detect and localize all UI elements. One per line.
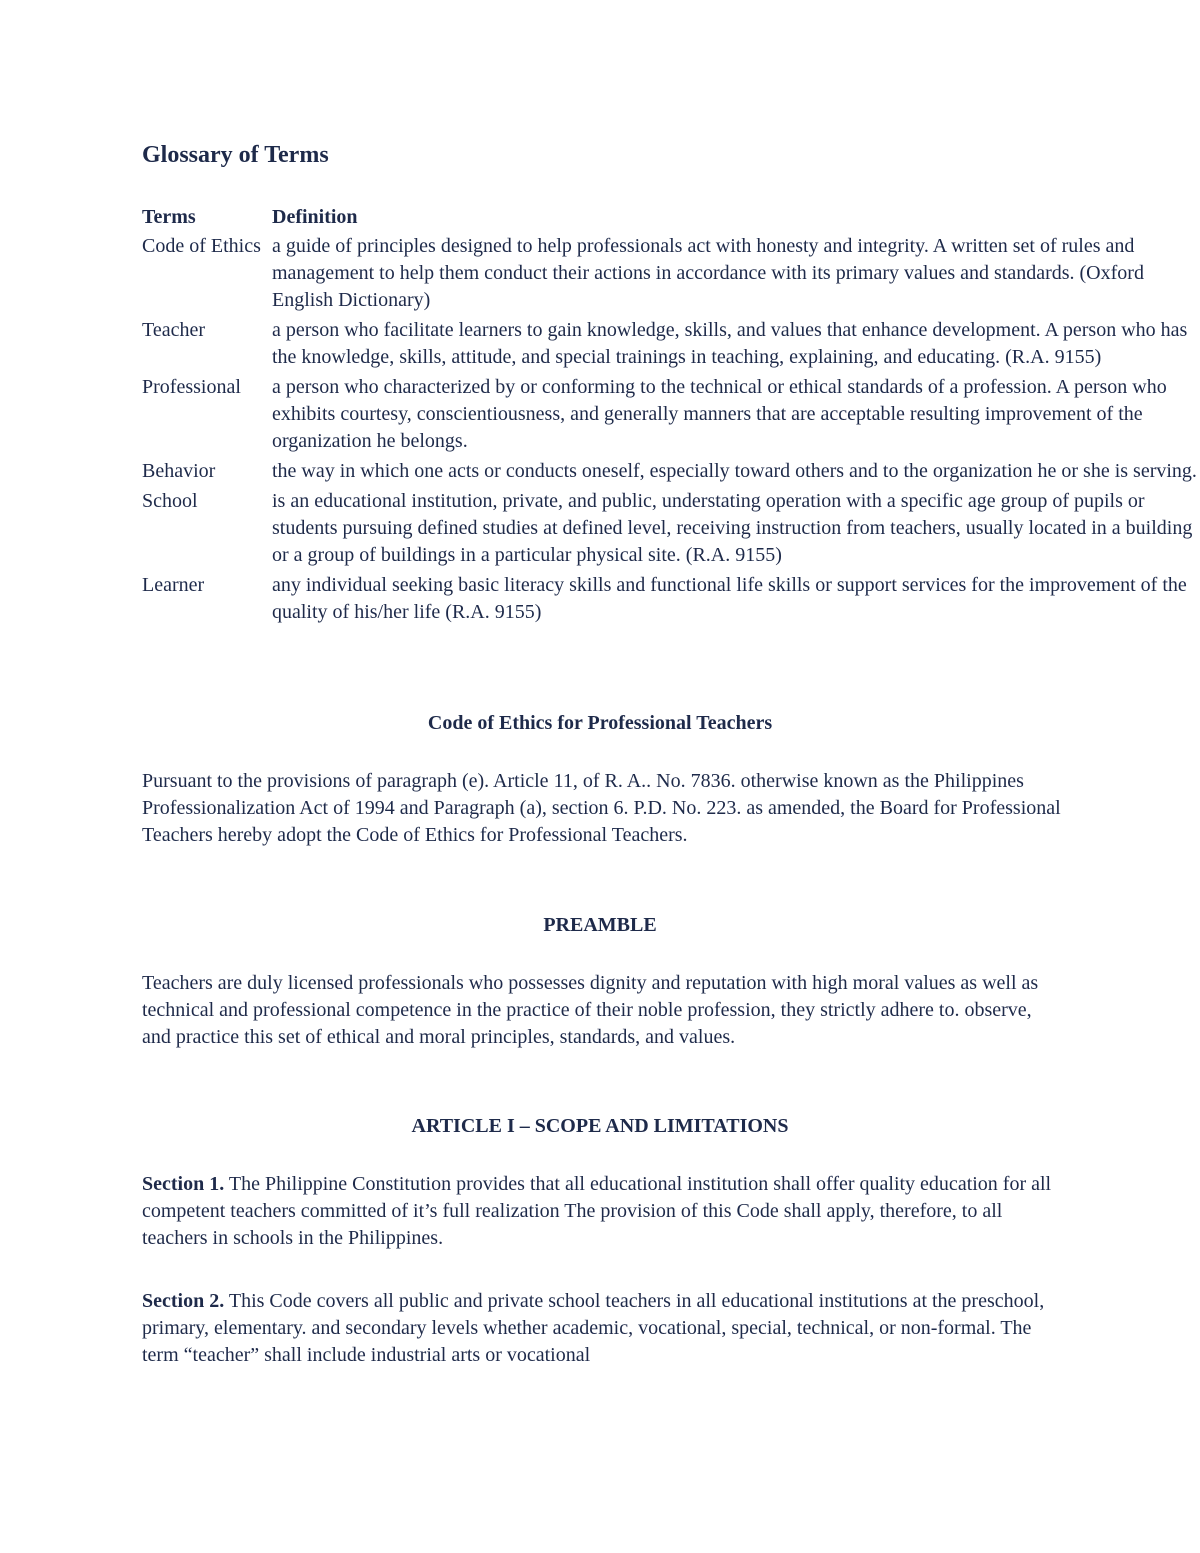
glossary-row (142, 488, 1198, 572)
glossary-row (142, 317, 1198, 374)
glossary-row (142, 572, 1198, 629)
article1-heading: ARTICLE I – SCOPE AND LIMITATIONS (411, 1115, 789, 1137)
definition-header: Definition (272, 206, 358, 228)
glossary-row (142, 374, 1198, 458)
preamble-heading: PREAMBLE (543, 914, 657, 936)
terms-header: Terms (142, 206, 196, 228)
preamble-paragraph: Teachers are duly licensed professionals who possesses dignity and reputation with high moral values as well as technical and professional competence in the practice of their noble profession, they strictly adhere to. observe, and practice this set of ethical and moral principles, standards, and values. (142, 972, 1039, 1048)
section-2-label: Section 2. (142, 1290, 225, 1312)
glossary-definition: a person who facilitate learners to gain knowledge, skills, and values that enhance development. A person who has the knowledge, skills, attitude, and special trainings in teaching, explaining, and educating. (R.A. 9155) (272, 319, 1188, 368)
glossary-definition: the way in which one acts or conducts oneself, especially toward others and to the organization he or she is serving. (272, 460, 1197, 482)
glossary-term: Behavior (142, 460, 216, 482)
code-heading: Code of Ethics for Professional Teachers (427, 712, 773, 734)
glossary-term: Professional (142, 376, 241, 398)
section-2-text: This Code covers all public and private school teachers in all educational institutions at the preschool, primary, elementary. and secondary levels whether academic, vocational, special, technical, or non-formal. The term “teacher” shall include industrial arts or vocational (142, 1290, 1045, 1366)
section-1-paragraph (142, 1171, 1062, 1252)
glossary-term: Learner (142, 574, 205, 596)
glossary-title: Glossary of Terms (142, 142, 329, 168)
glossary-term: Teacher (142, 319, 205, 341)
section-2-paragraph (142, 1288, 1062, 1369)
glossary-definition: a guide of principles designed to help professionals act with honesty and integrity. A written set of rules and management to help them conduct their actions in accordance with its primary values and standards. (Oxford English Dictionary) (272, 235, 1144, 311)
glossary-row (142, 458, 1198, 488)
glossary-definition: a person who characterized by or conforming to the technical or ethical standards of a profession. A person who exhibits courtesy, conscientiousness, and generally manners that are acceptable resulting improvement of the organization he belongs. (272, 376, 1167, 452)
glossary-header-row (142, 204, 1198, 233)
glossary-table (142, 204, 1198, 629)
glossary-row (142, 233, 1198, 317)
intro-paragraph: Pursuant to the provisions of paragraph (e). Article 11, of R. A.. No. 7836. otherwise known as the Philippines Professionalization Act of 1994 and Paragraph (a), section 6. P.D. No. 223. as amended, the Board for Professional Teachers hereby adopt the Code of Ethics for Professional Teachers. (142, 770, 1061, 846)
glossary-definition: any individual seeking basic literacy skills and functional life skills or support services for the improvement of the quality of his/her life (R.A. 9155) (272, 574, 1187, 623)
section-1-label: Section 1. (142, 1173, 225, 1195)
section-1-text: The Philippine Constitution provides that all educational institution shall offer quality education for all competent teachers committed of it’s full realization The provision of this Code shall apply, therefore, to all teachers in schools in the Philippines. (142, 1173, 1052, 1249)
glossary-term: School (142, 490, 198, 512)
glossary-term: Code of Ethics (142, 235, 261, 257)
glossary-definition: is an educational institution, private, and public, understating operation with a specific age group of pupils or students pursuing defined studies at defined level, receiving instruction from teachers, usually located in a building or a group of buildings in a particular physical site. (R.A. 9155) (272, 490, 1193, 566)
